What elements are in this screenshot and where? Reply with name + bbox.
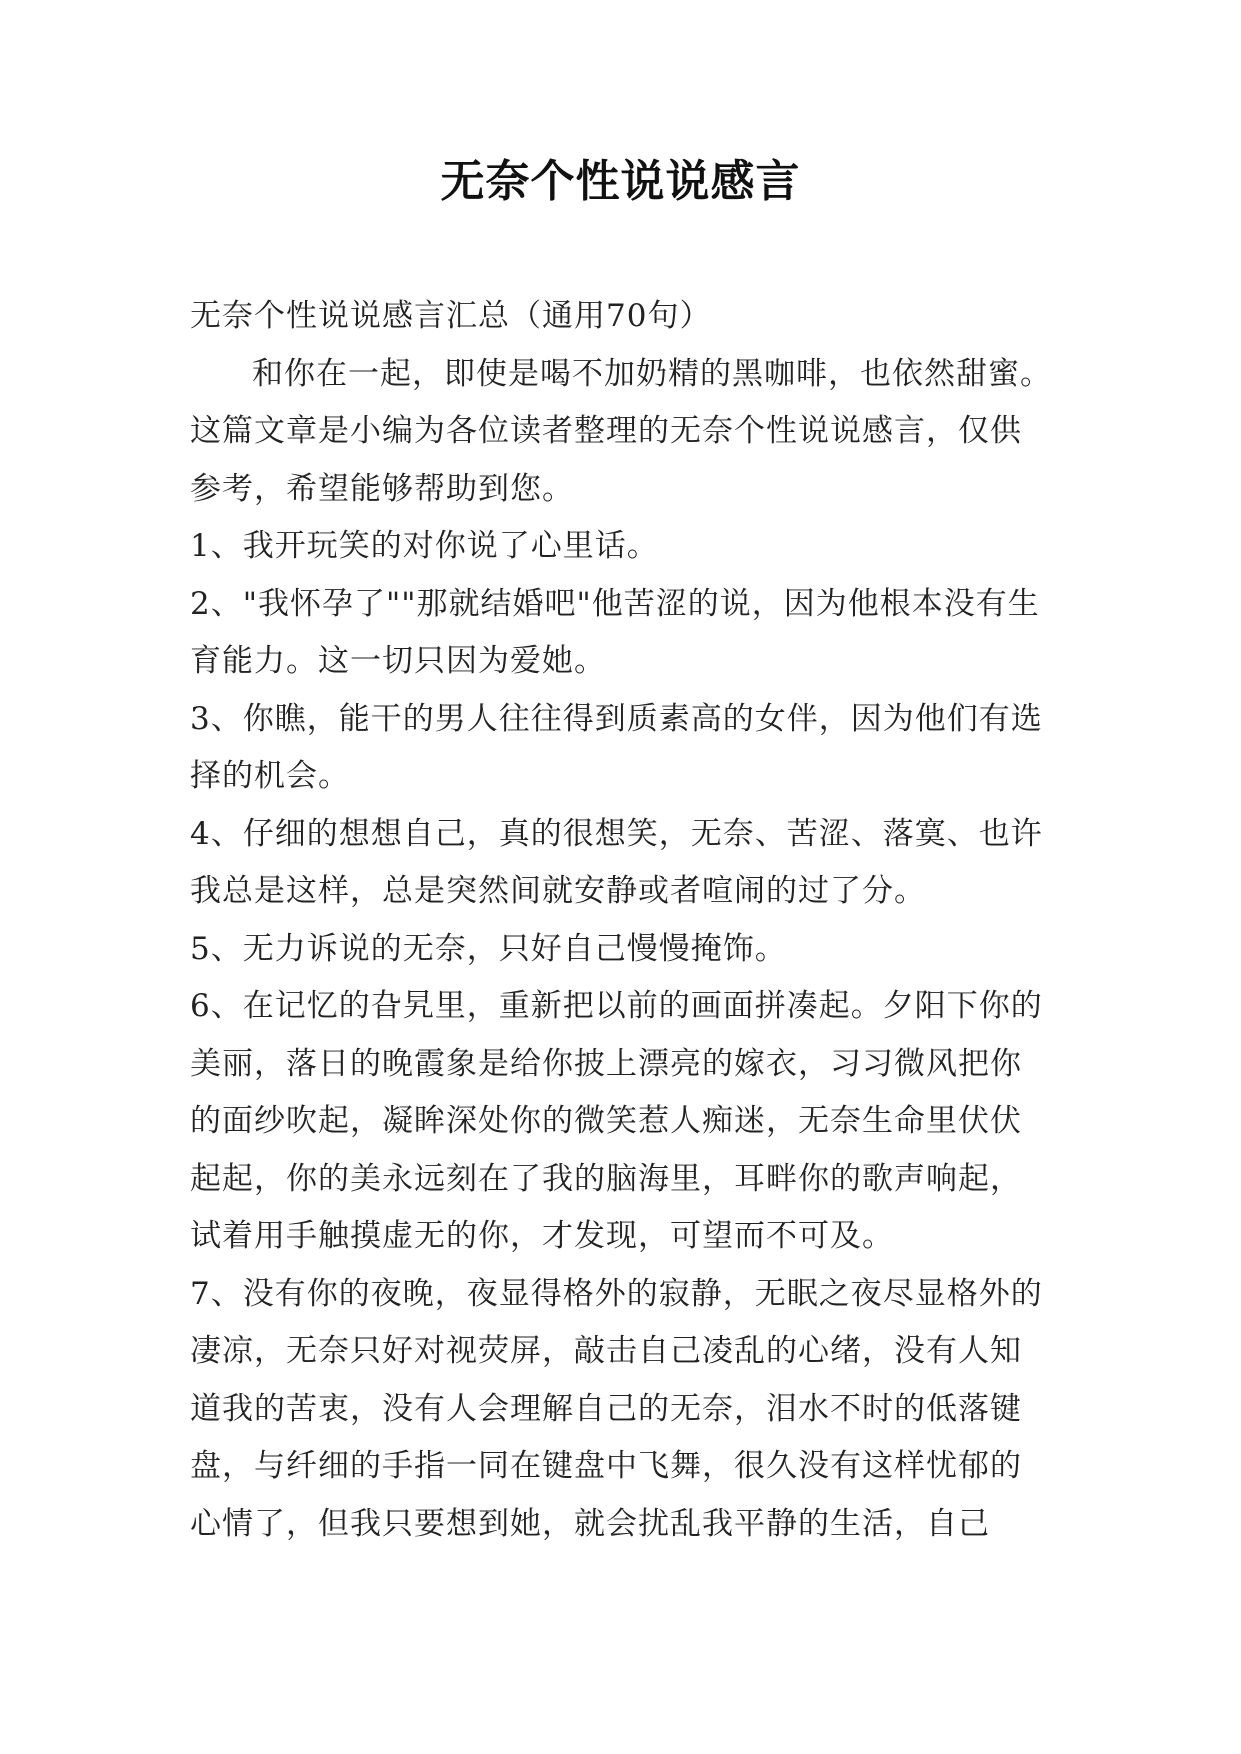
document-body: [190, 288, 1052, 1553]
intro-paragraph: 和你在一起，即使是喝不加奶精的黑咖啡，也依然甜蜜。这篇文章是小编为各位读者整理的无奈个性说说感言，仅供参考，希望能够帮助到您。: [190, 355, 1052, 507]
list-item: 1、我开玩笑的对你说了心里话。: [190, 528, 659, 564]
list-item: 6、在记忆的旮旯里，重新把以前的画面拼凑起。夕阳下你的美丽，落日的晚霞象是给你披上漂亮的嫁衣，习习微风把你的面纱吹起，凝眸深处你的微笑惹人痴迷，无奈生命里伏伏起起，你的美永远刻在了我的脑海里，耳畔你的歌声响起，试着用手触摸虚无的你，才发现，可望而不可及。: [190, 988, 1043, 1254]
document-subtitle: 无奈个性说说感言汇总（通用70句）: [190, 298, 712, 334]
list-item: 5、无力诉说的无奈，只好自己慢慢掩饰。: [190, 930, 787, 967]
list-item: 3、你瞧，能干的男人往往得到质素高的女伴，因为他们有选择的机会。: [190, 700, 1043, 794]
list-item: 7、没有你的夜晚，夜显得格外的寂静，无眠之夜尽显格外的凄凉，无奈只好对视荧屏，敲击自己凌乱的心绪，没有人知道我的苦衷，没有人会理解自己的无奈，泪水不时的低落键盘，与纤细的手指一同在键盘中飞舞，很久没有这样忧郁的心情了，但我只要想到她，就会扰乱我平静的生活，自己: [190, 1275, 1043, 1542]
document-title: 无奈个性说说感言: [440, 156, 801, 207]
list-item: 2、"我怀孕了""那就结婚吧"他苦涩的说，因为他根本没有生育能力。这一切只因为爱她。: [190, 585, 1040, 679]
list-item: 4、仔细的想想自己，真的很想笑，无奈、苦涩、落寞、也许我总是这样，总是突然间就安静或者喧闹的过了分。: [190, 815, 1043, 909]
